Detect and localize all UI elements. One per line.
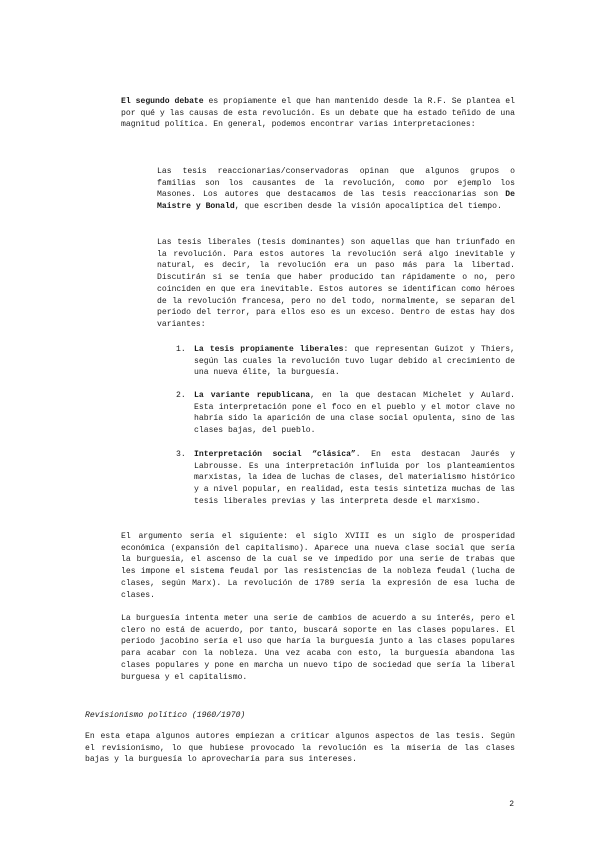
variant-paragraph: [194, 449, 515, 508]
burguesia-text: La burguesía intenta meter una serie de cambios de acuerdo a su interés, pero el clero no está de acuerdo, por tanto, buscará soporte en las clases populares. El periodo jacobino sería el uso que haría la burguesía junto a las clases populares para acabar con la nobleza. Una vez acaba con esto, la burguesía abandona las clases populares y pone en marcha un nuevo tipo de sociedad que sería la liberal burguesa y el capitalismo.: [121, 614, 515, 682]
liberales-text: Las tesis liberales (tesis dominantes) son aquellas que han triunfado en la revolución. Para estos autores la revolución será algo inevitable y natural, es decir, la revolución era un paso más para la libertad. Discutirán si se tenía que haber producido tan rápidamente o no, pero coinciden en que era inevitable. Estos autores se identifican como héroes de la revolución francesa, pero no del todo, normalmente, se separan del periodo del terror, para ellos eso es un exceso. Dentro de estas hay dos variantes:: [157, 238, 515, 329]
page-number: 2: [509, 800, 514, 809]
variant-number: 2.: [176, 391, 186, 400]
variant-paragraph: [194, 344, 515, 379]
revisionismo-paragraph: [85, 731, 515, 766]
argumento-paragraph: [121, 531, 515, 601]
intro-text: es propiamente el que han mantenido desde la R.F. Se plantea el por qué y las causas de esta revolución. Es un debate que ha estado teñido de una magnitud política. En general, podemos encontrar varias interpretaciones:: [121, 97, 515, 130]
variant-text: , en la que destacan Michelet y Aulard. Esta interpretación pone el foco en el pueblo y el motor clave no habría sido la aparición de una clase social opulenta, sino de las clases bajas, del pueblo.: [194, 391, 515, 436]
variant-title: La variante republicana: [194, 391, 311, 400]
intro-term: El segundo debate: [121, 97, 204, 106]
revisionismo-text: En esta etapa algunos autores empiezan a criticar algunos aspectos de las tesis. Según el revisionismo, lo que hubiese provocado la revolución es la miseria de las clases bajas y la burguesía lo aprovecharía para sus intereses.: [85, 732, 515, 765]
burguesia-paragraph: [121, 613, 515, 683]
reaccionarias-authors: De Maistre y Bonald: [157, 190, 515, 212]
variant-text: : que representan Guizot y Thiers, según las cuales la revolución tuvo lugar debido al crecimiento de una nueva élite, la burguesía.: [194, 345, 515, 378]
variant-title: La tesis propiamente liberales: [194, 345, 344, 354]
reaccionarias-lead: Las tesis reaccionarias/conservadoras opinan que algunos grupos o familias son los causantes de la revolución, como por ejemplo los Masones. Los autores que destacamos de las tesis reaccionarias son: [157, 167, 515, 200]
variant-title: Interpretación social “clásica”: [194, 450, 356, 459]
variant-number: 1.: [176, 345, 186, 354]
reaccionarias-paragraph: [157, 166, 515, 213]
argumento-text: El argumento sería el siguiente: el siglo XVIII es un siglo de prosperidad económica (expansión del capitalismo). Aparece una nueva clase social que sería la burguesía, el ascenso de la cual se ve impedido por una serie de trabas que les impone el sistema feudal por las resistencias de la nobleza feudal (lucha de clases, según Marx). La revolución de 1789 sería la expresión de esa lucha de clases.: [121, 532, 515, 600]
intro-paragraph: [121, 96, 515, 131]
variant-text: . En esta destacan Jaurés y Labrousse. Es una interpretación influida por los planteamientos marxistas, la idea de luchas de clases, del materialismo histórico y a nivel popular, en realidad, esta tesis sintetiza muchas de las tesis liberales previas y las interpreta desde el marxismo.: [194, 450, 515, 506]
variant-paragraph: [194, 390, 515, 437]
liberales-paragraph: [157, 237, 515, 331]
reaccionarias-tail: , que escriben desde la visión apocalíptica del tiempo.: [234, 202, 502, 212]
variant-number: 3.: [176, 450, 186, 459]
section-heading: Revisionismo político (1960/1970): [85, 711, 246, 720]
